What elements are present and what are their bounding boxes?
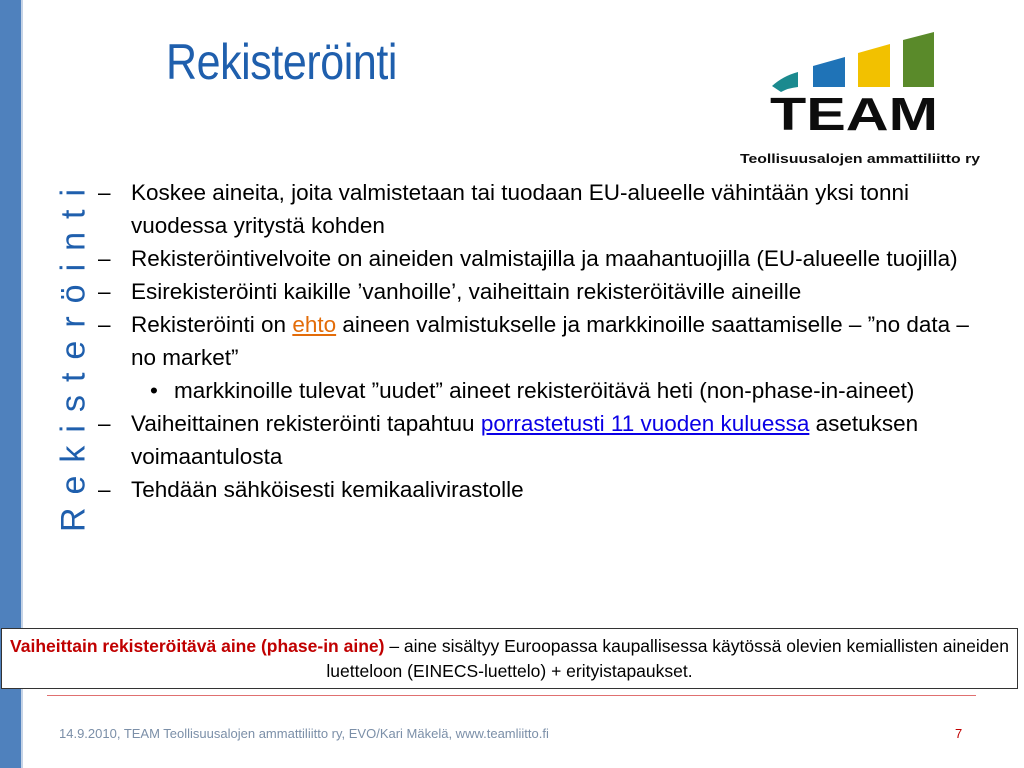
list-item-text: Koskee aineita, joita valmistetaan tai tuodaan EU-alueelle vähintään yksi tonni vuodessa yritystä kohden bbox=[131, 180, 909, 238]
list-item bbox=[98, 242, 998, 275]
porrastetusti-link[interactable]: porrastetusti 11 vuoden kuluessa bbox=[480, 411, 810, 436]
list-item-text: Tehdään sähköisesti kemikaalivirastolle bbox=[131, 477, 524, 502]
sub-list-item-text: markkinoille tulevat ”uudet” aineet rekisteröitävä heti (non-phase-in-aineet) bbox=[174, 378, 915, 403]
definition-box bbox=[1, 628, 1018, 689]
bullet-marker: • bbox=[150, 378, 158, 403]
vertical-section-label: Rekisteröinti bbox=[54, 175, 93, 533]
dash-marker: – bbox=[98, 180, 111, 205]
logo-subtitle: Teollisuusalojen ammattiliitto ry bbox=[740, 151, 981, 166]
list-item-text: Esirekisteröinti kaikille ’vanhoille’, vaiheittain rekisteröitäville aineille bbox=[131, 279, 802, 304]
list-item-text: Rekisteröinti on bbox=[131, 312, 293, 337]
list-item bbox=[98, 473, 998, 506]
footer-divider bbox=[47, 695, 976, 696]
dash-marker: – bbox=[98, 411, 111, 436]
logo-wordmark: TEAM bbox=[770, 88, 938, 140]
dash-marker: – bbox=[98, 279, 111, 304]
dash-marker: – bbox=[98, 477, 111, 502]
list-item-text: aineen valmistukselle ja markkinoille saattamiselle – ”no data – no market” bbox=[131, 312, 969, 370]
list-item bbox=[98, 275, 998, 308]
bullet-list bbox=[98, 176, 998, 506]
dash-marker: – bbox=[98, 246, 111, 271]
footer-text: 14.9.2010, TEAM Teollisuusalojen ammattiliitto ry, EVO/Kari Mäkelä, www.teamliitto.fi bbox=[59, 726, 549, 741]
team-logo bbox=[738, 30, 988, 170]
definition-term: Vaiheittain rekisteröitävä aine (phase-in aine) bbox=[10, 636, 385, 656]
list-item bbox=[98, 407, 998, 473]
logo-bar-yellow bbox=[858, 44, 890, 87]
definition-text: – aine sisältyy Euroopassa kaupallisessa käytössä olevien kemiallisten aineiden luetteloon (EINECS-luettelo) + erityistapaukset. bbox=[326, 636, 1009, 681]
ehto-link[interactable]: ehto bbox=[292, 312, 337, 337]
list-item bbox=[98, 308, 998, 374]
page-number: 7 bbox=[955, 726, 963, 741]
list-item-text: Rekisteröintivelvoite on aineiden valmistajilla ja maahantuojilla (EU-alueelle tuojilla) bbox=[131, 246, 958, 271]
slide-title: Rekisteröinti bbox=[166, 34, 398, 90]
sub-list-item bbox=[98, 374, 998, 407]
dash-marker: – bbox=[98, 312, 111, 337]
logo-bar-blue bbox=[813, 57, 845, 87]
logo-bar-green bbox=[903, 32, 934, 87]
list-item bbox=[98, 176, 998, 242]
list-item-text: asetuksen voimaantulosta bbox=[131, 411, 919, 469]
list-item-text: Vaiheittainen rekisteröinti tapahtuu bbox=[131, 411, 481, 436]
